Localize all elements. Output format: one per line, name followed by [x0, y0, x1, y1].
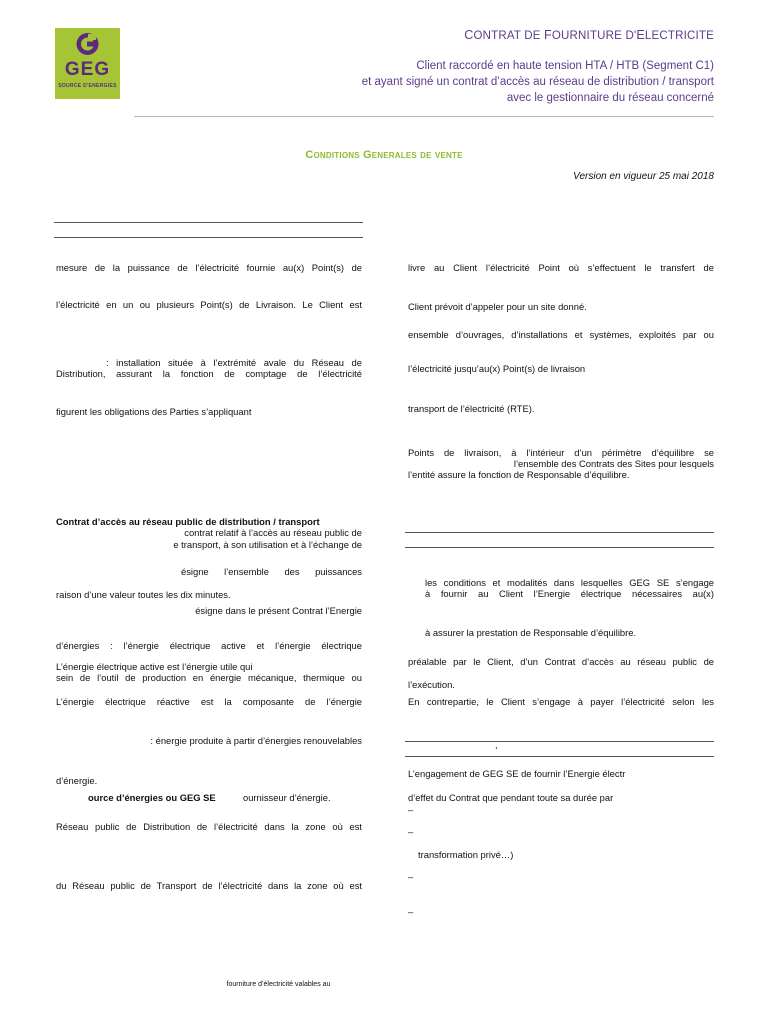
right-rule-1	[405, 532, 714, 533]
left-line-19: ournisseur d’énergie.	[243, 792, 331, 803]
left-line-18: ource d’énergies ou GEG SE	[88, 792, 216, 803]
header-divider	[134, 116, 714, 117]
left-line-10: raison d’une valeur toutes les dix minutes.	[56, 589, 231, 600]
right-line-11: à assurer la prestation de Responsable d’équilibre.	[425, 627, 637, 638]
right-line-16: L’engagement de GEG SE de fournir l’Energie électr	[408, 768, 626, 779]
left-line-9: ésigne l’ensemble des puissances	[181, 566, 362, 577]
right-line-7: l’ensemble des Contrats des Sites pour lesquels	[513, 458, 714, 469]
left-line-2: l’électricité en un ou plusieurs Point(s) de Livraison. Le Client est	[56, 299, 362, 310]
right-line-4: l’électricité jusqu’au(x) Point(s) de livraison	[408, 363, 586, 374]
left-line-3: : installation située à l’extrémité avale du Réseau de	[106, 357, 362, 368]
right-line-19: –	[408, 826, 414, 837]
left-line-8: e transport, à son utilisation et à l’échange de	[173, 539, 362, 550]
left-line-16: : énergie produite à partir d’énergies renouvelables	[150, 735, 362, 746]
right-rule-3	[405, 741, 714, 742]
left-line-5: figurent les obligations des Parties s’appliquant	[56, 406, 252, 417]
right-line-15: ,	[495, 739, 498, 750]
left-line-13: L’énergie électrique active est l’énergie utile qui	[56, 661, 253, 672]
right-line-9: les conditions et modalités dans lesquelles GEG SE s’engage	[425, 577, 714, 588]
right-line-22: –	[408, 906, 414, 917]
right-line-6: Points de livraison, à l’intérieur d’un périmètre d’équilibre se	[408, 447, 714, 458]
right-line-2: Client prévoit d’appeler pour un site donné.	[408, 301, 587, 312]
geg-logo	[55, 28, 120, 99]
right-line-21: –	[408, 871, 414, 882]
right-line-12: préalable par le Client, d’un Contrat d’accès au réseau public de	[408, 656, 714, 667]
subtitle-line-2: et ayant signé un contrat d’accès au réseau de distribution / transport	[361, 76, 714, 88]
left-line-6: Contrat d’accès au réseau public de distribution / transport	[56, 516, 320, 527]
left-line-4: Distribution, assurant la fonction de comptage de l’électricité	[56, 368, 362, 379]
right-rule-2	[405, 547, 714, 548]
section-title: Conditions Generales de vente	[305, 149, 463, 161]
right-line-13: l’exécution.	[408, 679, 455, 690]
left-rule-2	[54, 237, 363, 238]
right-line-18: –	[408, 804, 414, 815]
left-line-12: d’énergies : l’énergie électrique active et l’énergie électrique	[56, 640, 362, 651]
left-line-1: mesure de la puissance de l’électricité fournie au(x) Point(s) de	[56, 262, 362, 273]
left-line-15: L’énergie électrique réactive est la composante de l’énergie	[56, 696, 362, 707]
left-line-17: d’énergie.	[56, 775, 98, 786]
right-line-17: d’effet du Contrat que pendant toute sa durée par	[408, 792, 614, 803]
subtitle-line-3: avec le gestionnaire du réseau concerné	[506, 92, 714, 104]
right-line-14: En contrepartie, le Client s’engage à payer l’électricité selon les	[408, 696, 714, 707]
logo-wordmark: GEG	[64, 59, 111, 80]
right-line-8: l’entité assure la fonction de Responsable d’équilibre.	[408, 469, 630, 480]
right-line-1: livre au Client l’électricité Point où s’effectuent le transfert de	[408, 262, 714, 273]
left-line-20: Réseau public de Distribution de l’électricité dans la zone où est	[56, 821, 362, 832]
left-rule-1	[54, 222, 363, 223]
left-line-11: ésigne dans le présent Contrat l’Energie	[195, 605, 362, 616]
left-line-21: du Réseau public de Transport de l’électricité dans la zone où est	[56, 880, 362, 891]
contract-title: CONTRAT DE FOURNITURE D'ELECTRICITE	[464, 28, 714, 42]
left-line-14: sein de l’outil de production en énergie mécanique, thermique ou	[56, 672, 362, 683]
subtitle-line-1: Client raccordé en haute tension HTA / HTB (Segment C1)	[416, 60, 714, 72]
logo-tagline: SOURCE D'ENERGIES	[58, 83, 117, 89]
right-line-5: transport de l’électricité (RTE).	[408, 403, 535, 414]
right-line-20: transformation privé…)	[418, 849, 514, 860]
right-line-10: à fournir au Client l’Energie électrique nécessaires au(x)	[425, 588, 714, 599]
version-date: Version en vigueur 25 mai 2018	[573, 171, 714, 182]
right-rule-4	[405, 756, 714, 757]
right-line-3: ensemble d’ouvrages, d’installations et systèmes, exploités par ou	[408, 329, 714, 340]
footer-text: fourniture d’électricité valables au	[226, 981, 331, 988]
left-line-7: contrat relatif à l’accès au réseau public de	[184, 527, 362, 538]
